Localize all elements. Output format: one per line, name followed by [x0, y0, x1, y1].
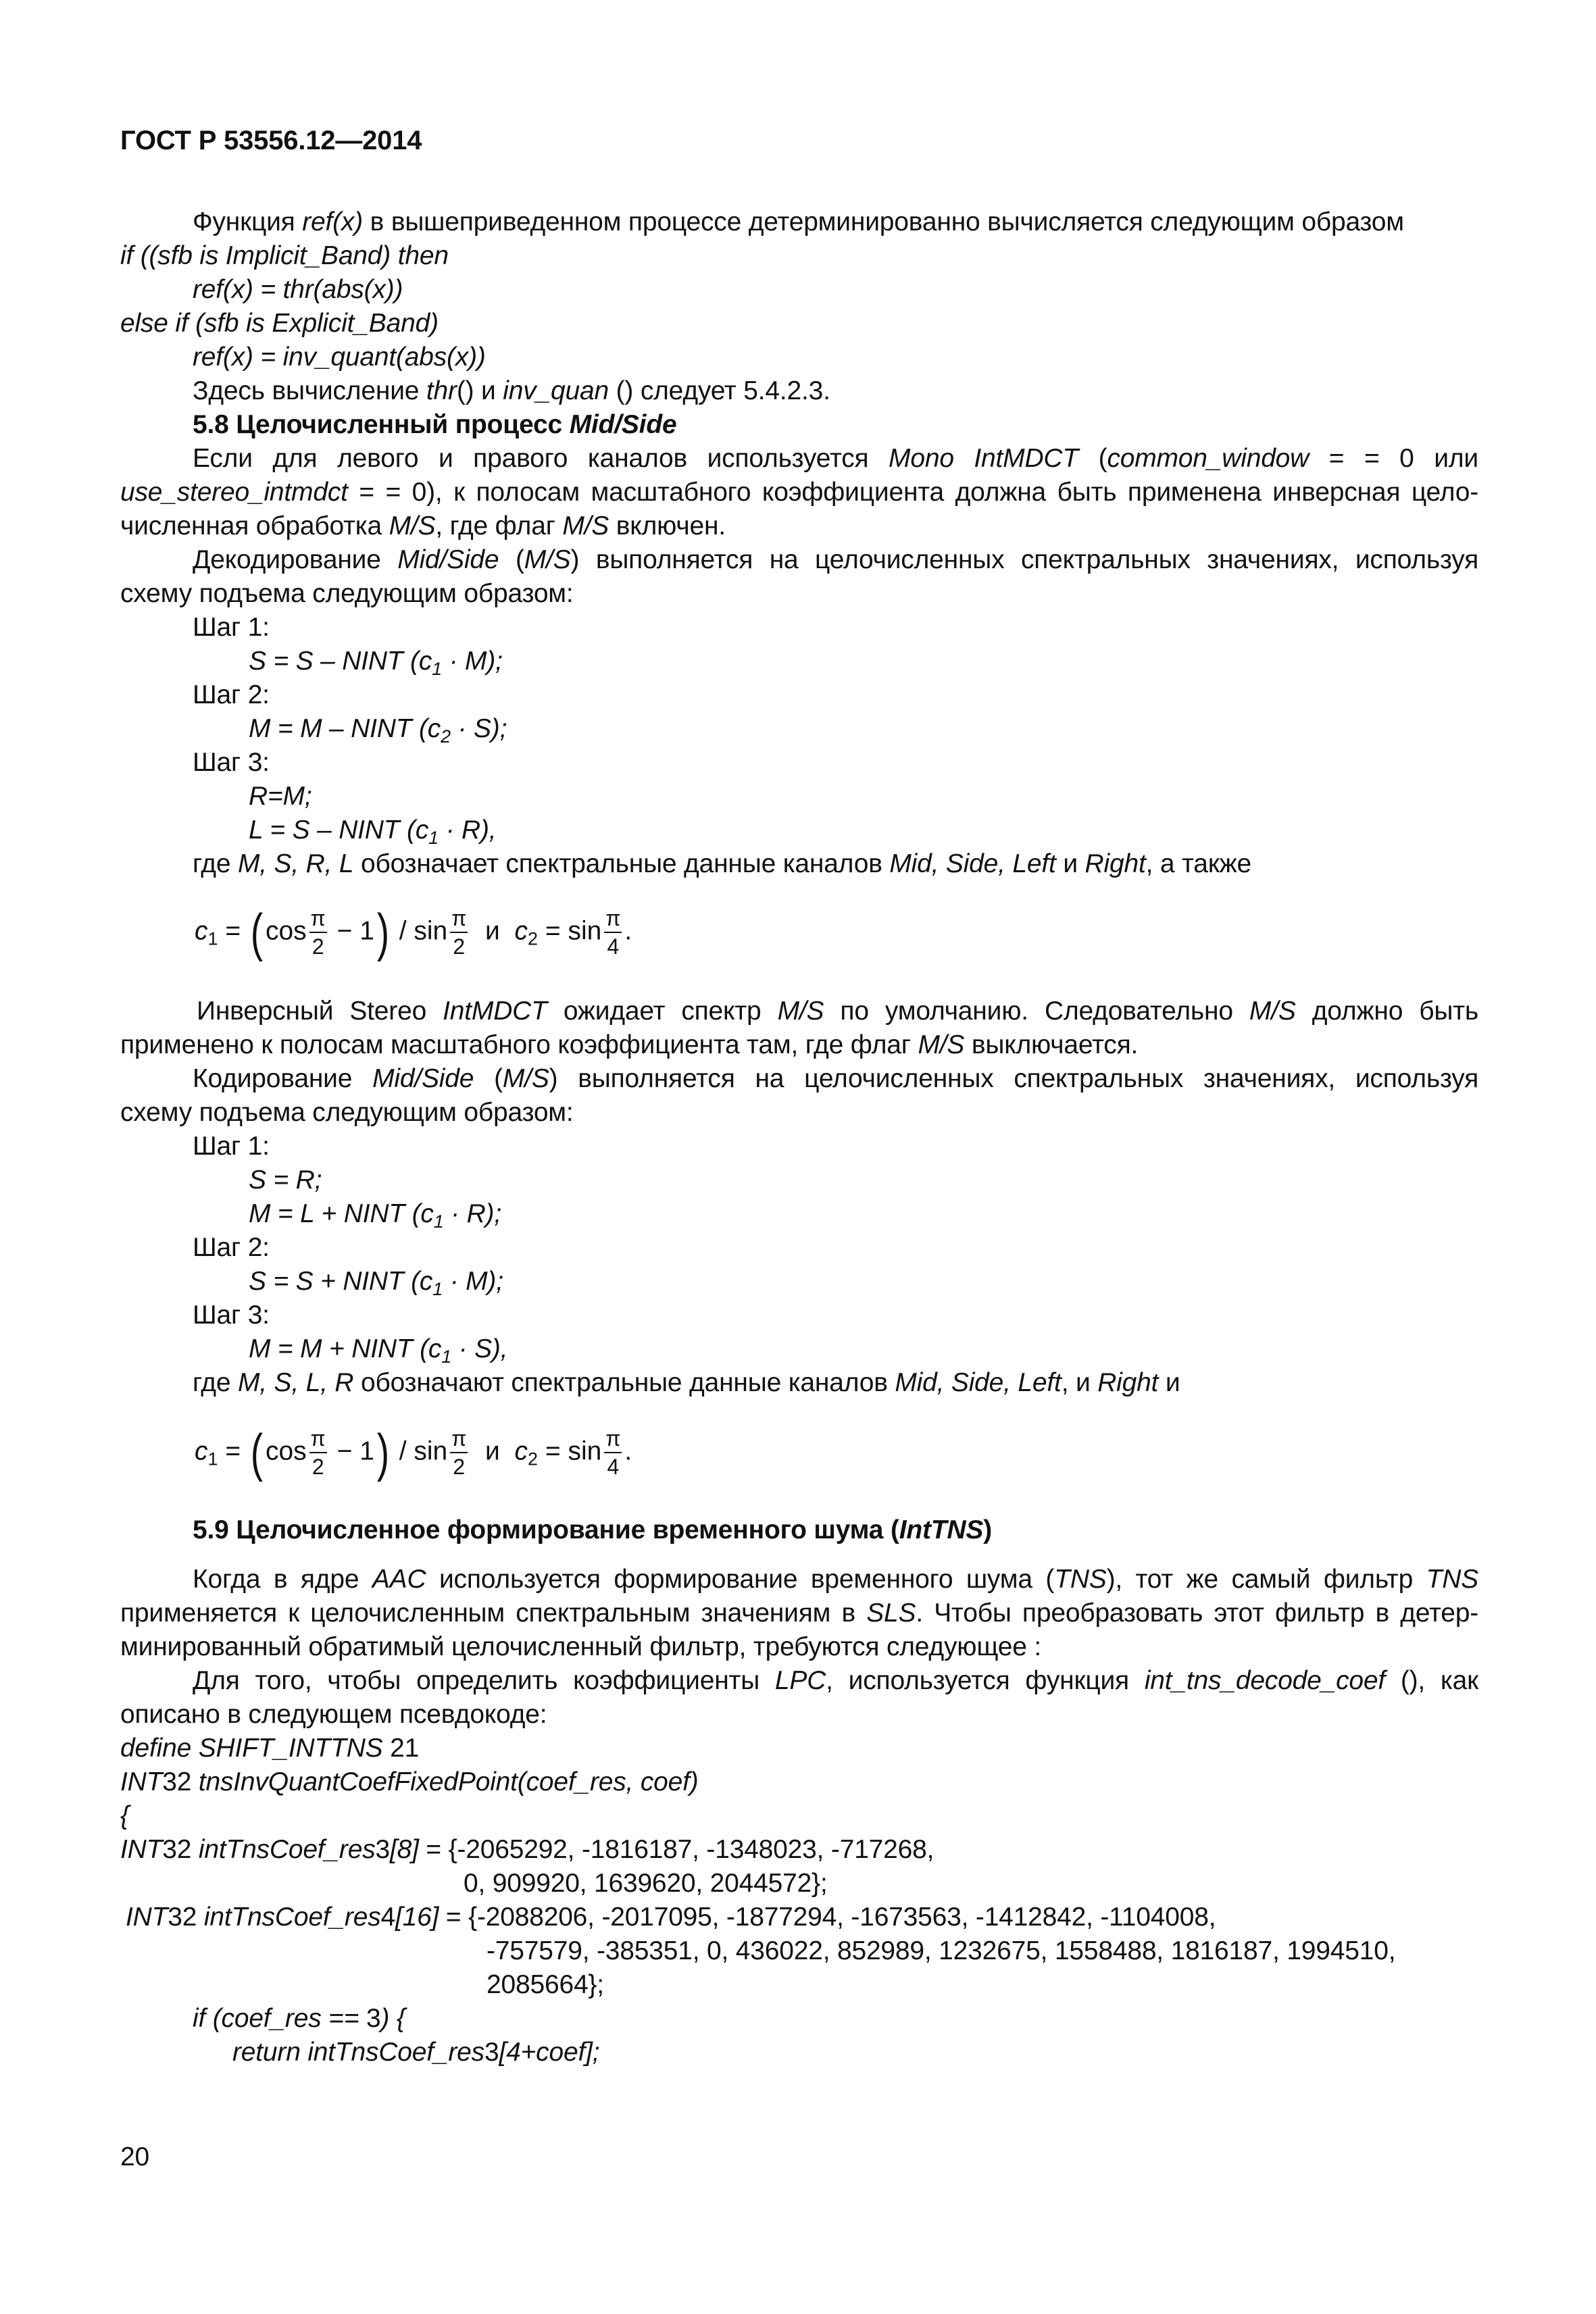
code-line: if (coef_res == 3) { — [193, 2004, 405, 2033]
formula: $c_1 = (\cos$ $\frac{\pi}{2}$ − 1) / sin $\frac{\pi}{2}$ и $c_2 = \sin$ $\frac{\pi}{4}$ . — [195, 903, 632, 962]
page-number: 20 — [120, 2142, 149, 2171]
code-line: INT32 tnsInvQuantCoefFixedPoint(coef_res, coef) — [120, 1767, 699, 1796]
code-line: else if (sfb is Explicit_Band) — [120, 309, 439, 338]
standard-number: ГОСТ Р 53556.12—2014 — [120, 126, 422, 155]
paragraph-line: Если для левого и правого каналов используется Mono IntMDCT (common_window = = 0 или — [193, 444, 1478, 473]
paragraph-line: Декодирование Mid/Side (M/S) выполняется на целочисленных спектральных значениях, используя — [193, 545, 1478, 574]
code-line: ref(x) = inv_quant(abs(x)) — [193, 343, 486, 372]
paragraph-line: применяется к целочисленным спектральным значениям в SLS. Чтобы преобразовать этот фильтр в детер- — [120, 1599, 1478, 1628]
code-line: 2085664}; — [487, 1970, 604, 1999]
code-line: define SHIFT_INTTNS 21 — [120, 1734, 420, 1763]
equation: S = S – NINT $(c_1 \cdot M)$; — [249, 647, 503, 679]
paragraph-line: применено к полосам масштабного коэффициента там, где флаг M/S выключается. — [120, 1030, 1139, 1059]
paragraph-line: Инверсный Stereo IntMDCT ожидает спектр M/S по умолчанию. Следовательно M/S должно быть — [197, 997, 1479, 1026]
equation: S = S + NINT $(c_1 \cdot M)$; — [249, 1267, 503, 1299]
paragraph-line: Кодирование Mid/Side (M/S) выполняется на целочисленных спектральных значениях, используя — [193, 1064, 1478, 1093]
paragraph-line: схему подъема следующим образом: — [120, 579, 574, 608]
equation: M = M + NINT $(c_1 \cdot S)$, — [249, 1334, 508, 1367]
section-heading: 5.9 Целочисленное формирование временного шума (IntTNS) — [193, 1515, 992, 1544]
step-label: Шаг 3: — [193, 748, 270, 777]
code-line: -757579, -385351, 0, 436022, 852989, 1232675, 1558488, 1816187, 1994510, — [487, 1936, 1396, 1965]
formula: $c_1 = (\cos$ $\frac{\pi}{2}$ − 1) / sin $\frac{\pi}{2}$ и $c_2 = \sin$ $\frac{\pi}{4}$ . — [195, 1423, 632, 1482]
equation: R=M; — [249, 782, 312, 811]
page-header — [120, 124, 422, 157]
code-line: 0, 909920, 1639620, 2044572}; — [464, 1869, 828, 1898]
code-line: ref(x) = thr(abs(x)) — [193, 275, 403, 304]
paragraph-line: Здесь вычисление thr() и inv_quan () следует 5.4.2.3. — [193, 376, 830, 405]
code-line: INT32 intTnsCoef_res4[16] = {-2088206, -2017095, -1877294, -1673563, -1412842, -1104008, — [126, 1903, 1216, 1932]
equation: L = S – NINT $(c_1 \cdot R)$, — [249, 815, 497, 848]
code-line: { — [120, 1801, 129, 1830]
equation: M = L + NINT $(c_1 \cdot R)$; — [249, 1199, 501, 1232]
step-label: Шаг 2: — [193, 1233, 270, 1262]
paragraph-line: минированный обратимый целочисленный фильтр, требуются следующее : — [120, 1632, 1042, 1661]
section-heading: 5.8 Целочисленный процесс Mid/Side — [193, 410, 677, 439]
step-label: Шаг 3: — [193, 1301, 270, 1330]
paragraph-line: где M, S, R, L обозначает спектральные данные каналов Mid, Side, Left и Right, а также — [193, 849, 1251, 878]
paragraph-line: Для того, чтобы определить коэффициенты LPC, используется функция int_tns_decode_coef (), как — [193, 1666, 1478, 1695]
paragraph-line: численная обработка M/S, где флаг M/S включен. — [120, 511, 726, 540]
paragraph-line: где M, S, L, R обозначают спектральные данные каналов Mid, Side, Left, и Right и — [193, 1368, 1180, 1397]
paragraph-line: Когда в ядре AAC используется формирование временного шума (TNS), тот же самый фильтр TNS — [193, 1565, 1478, 1594]
code-line: if ((sfb is Implicit_Band) then — [120, 241, 449, 270]
step-label: Шаг 2: — [193, 680, 270, 709]
equation: S = R; — [249, 1165, 322, 1194]
paragraph-line: Функция ref(x) в вышеприведенном процессе детерминированно вычисляется следующим образом — [193, 207, 1404, 236]
code-line: return intTnsCoef_res3[4+coef]; — [232, 2038, 600, 2067]
step-label: Шаг 1: — [193, 613, 270, 642]
equation: M = M – NINT $(c_2 \cdot S)$; — [249, 714, 507, 747]
paragraph-line: описано в следующем псевдокоде: — [120, 1700, 547, 1729]
paragraph-line: схему подъема следующим образом: — [120, 1098, 574, 1127]
step-label: Шаг 1: — [193, 1132, 270, 1161]
code-line: INT32 intTnsCoef_res3[8] = {-2065292, -1816187, -1348023, -717268, — [120, 1835, 934, 1864]
paragraph-line: use_stereo_intmdct = = 0), к полосам масштабного коэффициента должна быть применена инверсная цело- — [120, 478, 1478, 507]
